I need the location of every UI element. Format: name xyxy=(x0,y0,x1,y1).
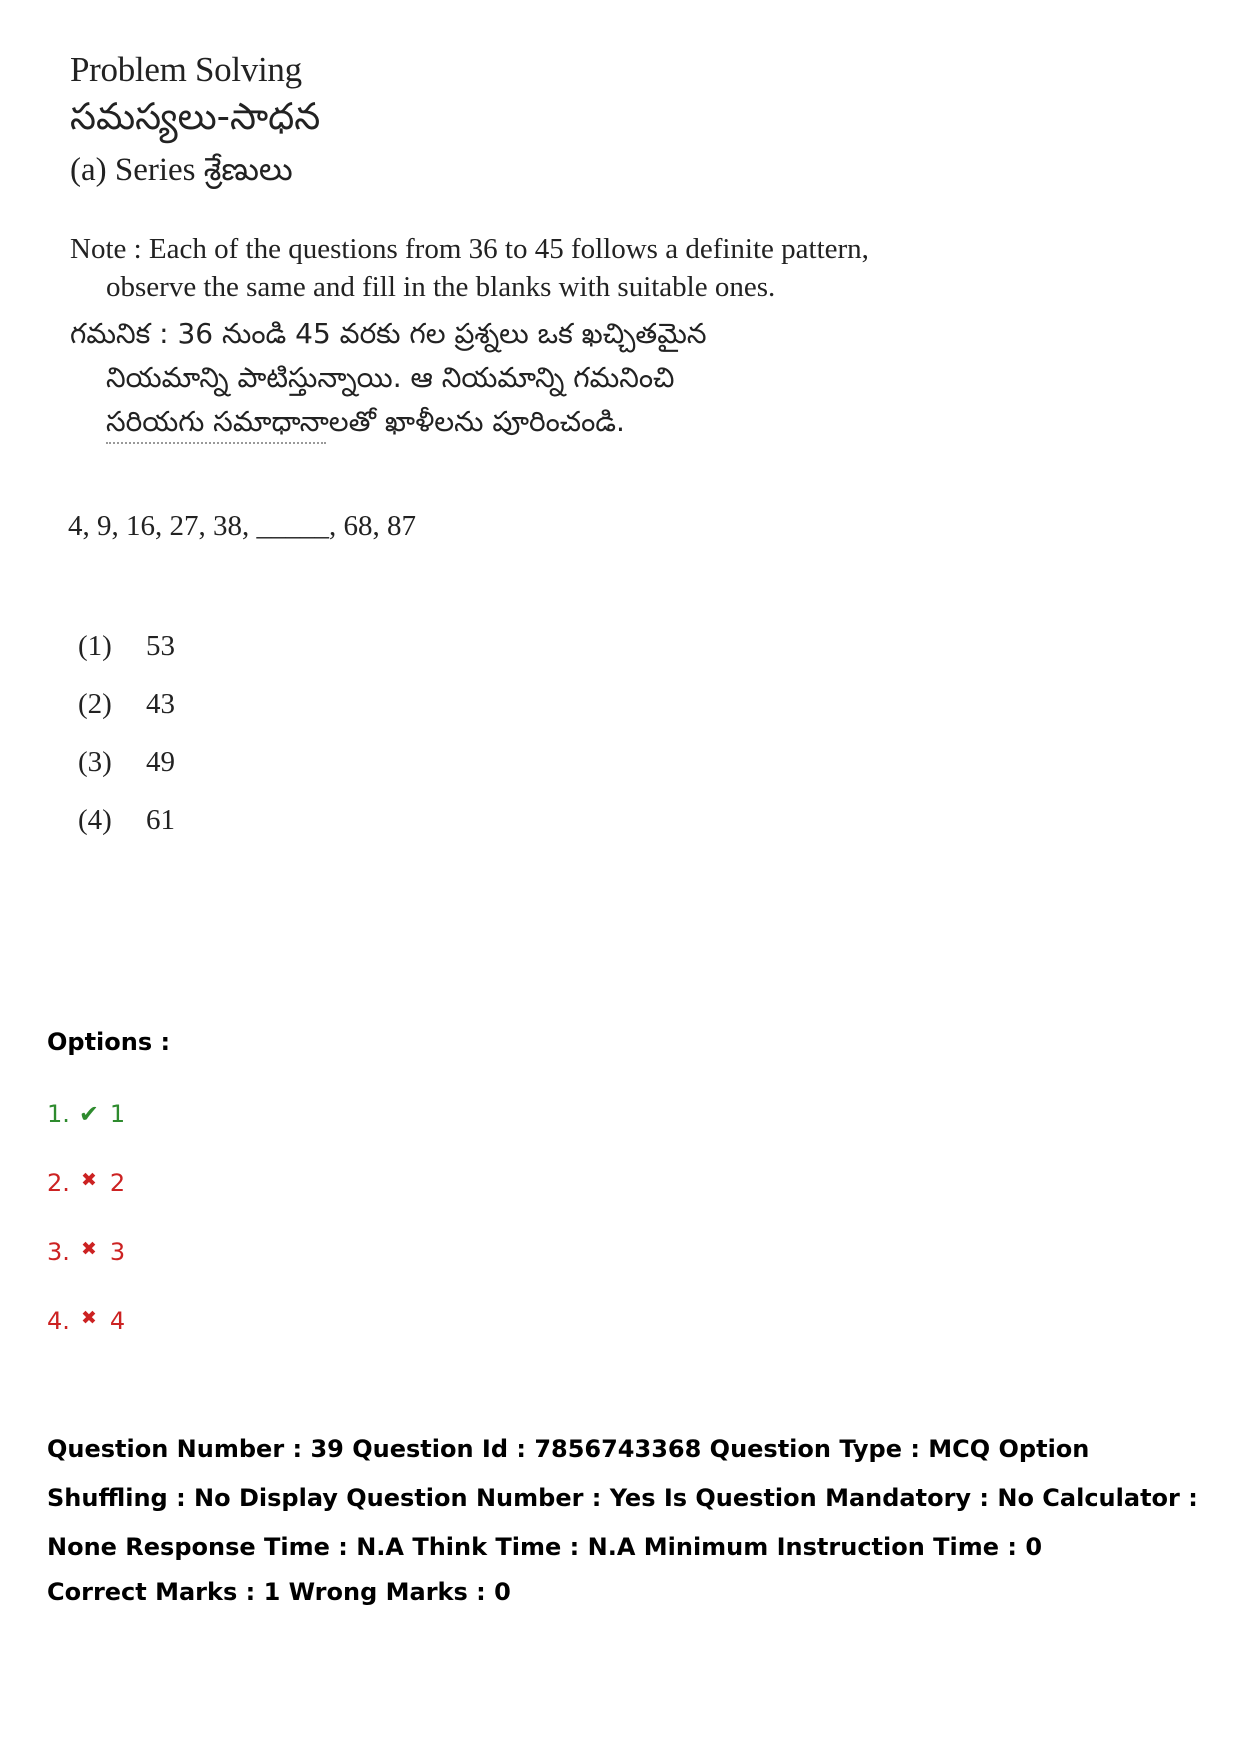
option-number: 3. xyxy=(47,1238,70,1266)
options-list xyxy=(47,1100,125,1376)
note-line-1: Note : Each of the questions from 36 to 45 follows a definite pattern, xyxy=(70,233,869,265)
option-number: 2. xyxy=(47,1169,70,1197)
note-line-2: observe the same and fill in the blanks with suitable ones. xyxy=(106,271,776,303)
section-prefix: (a) Series xyxy=(70,152,196,188)
option-item xyxy=(47,1238,125,1307)
check-icon: ✔ xyxy=(78,1100,99,1128)
cross-icon: ✖ xyxy=(80,1307,97,1329)
choice-number: (3) xyxy=(78,746,112,778)
choice-row xyxy=(78,804,175,862)
choice-number: (2) xyxy=(78,688,112,720)
te-note-line-3: సరియగు సమాధానాలతో ఖాళీలను పూరించండి. xyxy=(106,405,625,438)
cross-icon: ✖ xyxy=(80,1238,97,1260)
option-item xyxy=(47,1100,125,1169)
option-label: 3 xyxy=(109,1238,126,1266)
marks-info: Correct Marks : 1 Wrong Marks : 0 xyxy=(47,1578,511,1606)
choice-row xyxy=(78,746,175,804)
note-telugu xyxy=(70,312,930,444)
choice-row xyxy=(78,688,175,746)
choice-value: 53 xyxy=(146,630,175,662)
option-label: 1 xyxy=(109,1100,126,1128)
answer-choices xyxy=(78,630,175,862)
scan-artifact xyxy=(106,442,326,447)
option-number: 1. xyxy=(47,1100,70,1128)
te-note-line-2: నియమాన్ని పాటిస్తున్నాయి. ఆ నియమాన్ని గమనించి xyxy=(106,361,675,394)
question-metadata: Question Number : 39 Question Id : 7856743368 Question Type : MCQ Option Shuffling : No Display Question Number : Yes Is Question Mandatory : No Calculator : None Response Time : N.A Think Time : N.A Minimum Instruction Time : 0 xyxy=(47,1435,1198,1561)
heading-telugu: సమస్యలు-సాధన xyxy=(70,95,321,138)
option-label: 2 xyxy=(109,1169,126,1197)
section-title xyxy=(70,150,293,196)
option-number: 4. xyxy=(47,1307,70,1335)
section-telugu: శ్రేణులు xyxy=(203,150,293,188)
choice-row xyxy=(78,630,175,688)
choice-number: (1) xyxy=(78,630,112,662)
note-english xyxy=(70,230,930,306)
cross-icon: ✖ xyxy=(80,1169,97,1191)
choice-number: (4) xyxy=(78,804,112,836)
option-item xyxy=(47,1307,125,1376)
option-item xyxy=(47,1169,125,1238)
number-sequence: 4, 9, 16, 27, 38, _____, 68, 87 xyxy=(68,510,416,542)
option-label: 4 xyxy=(109,1307,126,1335)
heading-english: Problem Solving xyxy=(70,50,302,89)
question-image xyxy=(60,40,940,460)
choice-value: 61 xyxy=(146,804,175,836)
choice-value: 49 xyxy=(146,746,175,778)
options-heading: Options : xyxy=(47,1028,171,1056)
te-note-line-1: గమనిక : 36 నుండి 45 వరకు గల ప్రశ్నలు ఒక ఖచ్చితమైన xyxy=(70,317,707,350)
choice-value: 43 xyxy=(146,688,175,720)
